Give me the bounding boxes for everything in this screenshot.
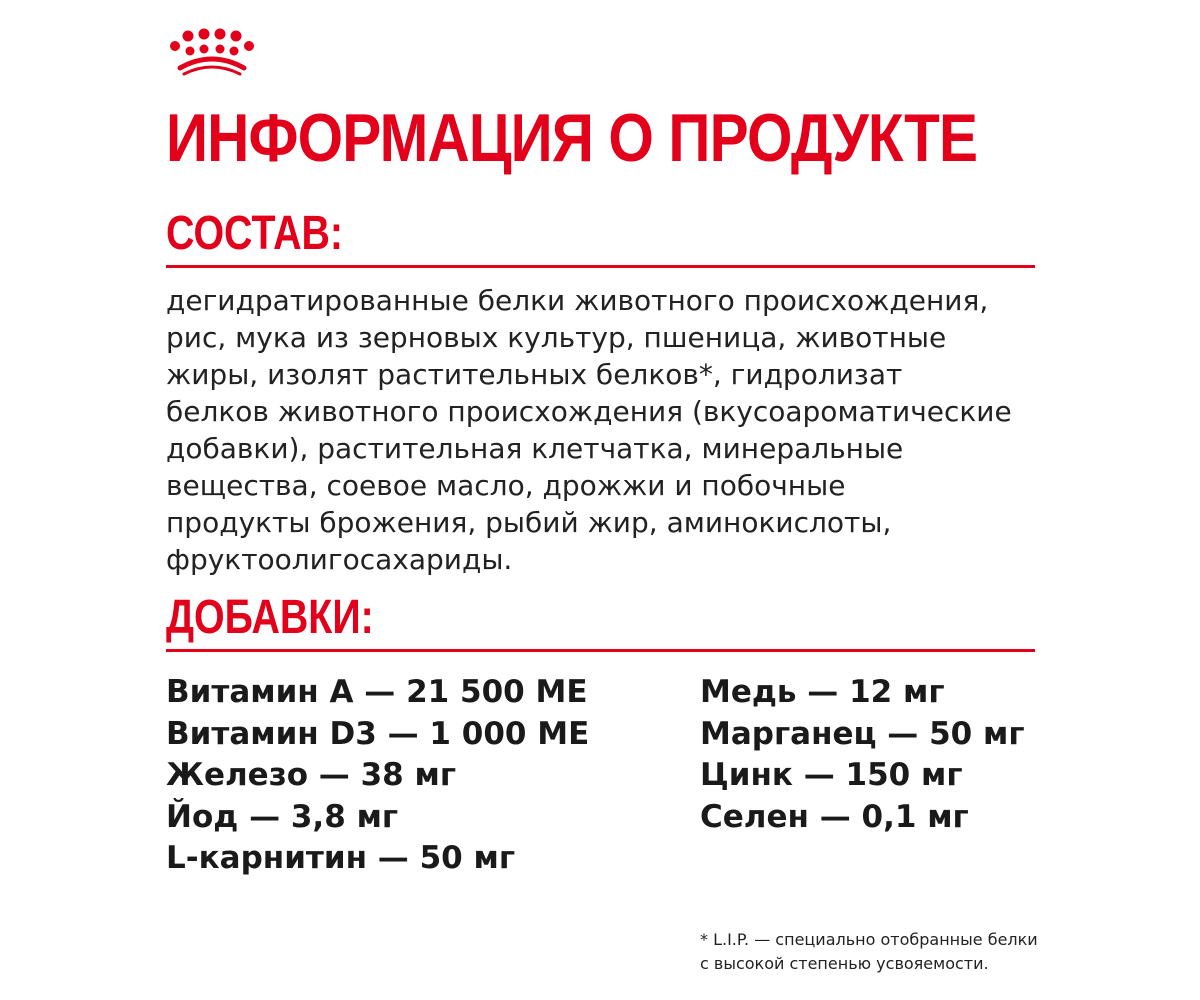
composition-line: фруктоолигосахариды. bbox=[166, 543, 513, 576]
page-title: ИНФОРМАЦИЯ О ПРОДУКТЕ bbox=[166, 100, 978, 176]
composition-line: жиры, изолят растительных белков*, гидролизат bbox=[166, 358, 903, 391]
additive-item: Цинк — 150 мг bbox=[700, 757, 963, 793]
composition-line: рис, мука из зерновых культур, пшеница, животные bbox=[166, 321, 947, 354]
additive-item: Медь — 12 мг bbox=[700, 674, 945, 710]
footnote-line: * L.I.P. — специально отобранные белки bbox=[700, 930, 1038, 949]
additives-heading: ДОБАВКИ: bbox=[166, 591, 374, 644]
additives-list-right bbox=[700, 672, 1025, 838]
composition-text bbox=[166, 282, 1046, 578]
additive-item: Железо — 38 мг bbox=[166, 757, 457, 793]
composition-line: добавки), растительная клетчатка, минеральные bbox=[166, 432, 904, 465]
composition-line: дегидратированные белки животного происхождения, bbox=[166, 284, 989, 317]
additive-item: Селен — 0,1 мг bbox=[700, 798, 969, 835]
additive-item: Марганец — 50 мг bbox=[700, 715, 1025, 752]
composition-line: продукты брожения, рыбий жир, аминокислоты, bbox=[166, 506, 892, 539]
composition-line: белков животного происхождения (вкусоароматические bbox=[166, 395, 1012, 428]
footnote-line: с высокой степенью усвояемости. bbox=[700, 954, 989, 973]
composition-heading: СОСТАВ: bbox=[166, 207, 344, 260]
section-divider bbox=[166, 649, 1035, 652]
additive-item: Витамин А — 21 500 МЕ bbox=[166, 674, 588, 710]
additive-item: Йод — 3,8 мг bbox=[166, 798, 399, 835]
crown-icon bbox=[166, 22, 258, 78]
section-divider bbox=[166, 265, 1035, 268]
composition-line: вещества, соевое масло, дрожжи и побочные bbox=[166, 469, 846, 502]
additives-list-left bbox=[166, 672, 589, 880]
additive-item: Витамин D3 — 1 000 МЕ bbox=[166, 715, 590, 752]
footnote bbox=[700, 928, 1038, 976]
additive-item: L-карнитин — 50 мг bbox=[166, 840, 516, 876]
